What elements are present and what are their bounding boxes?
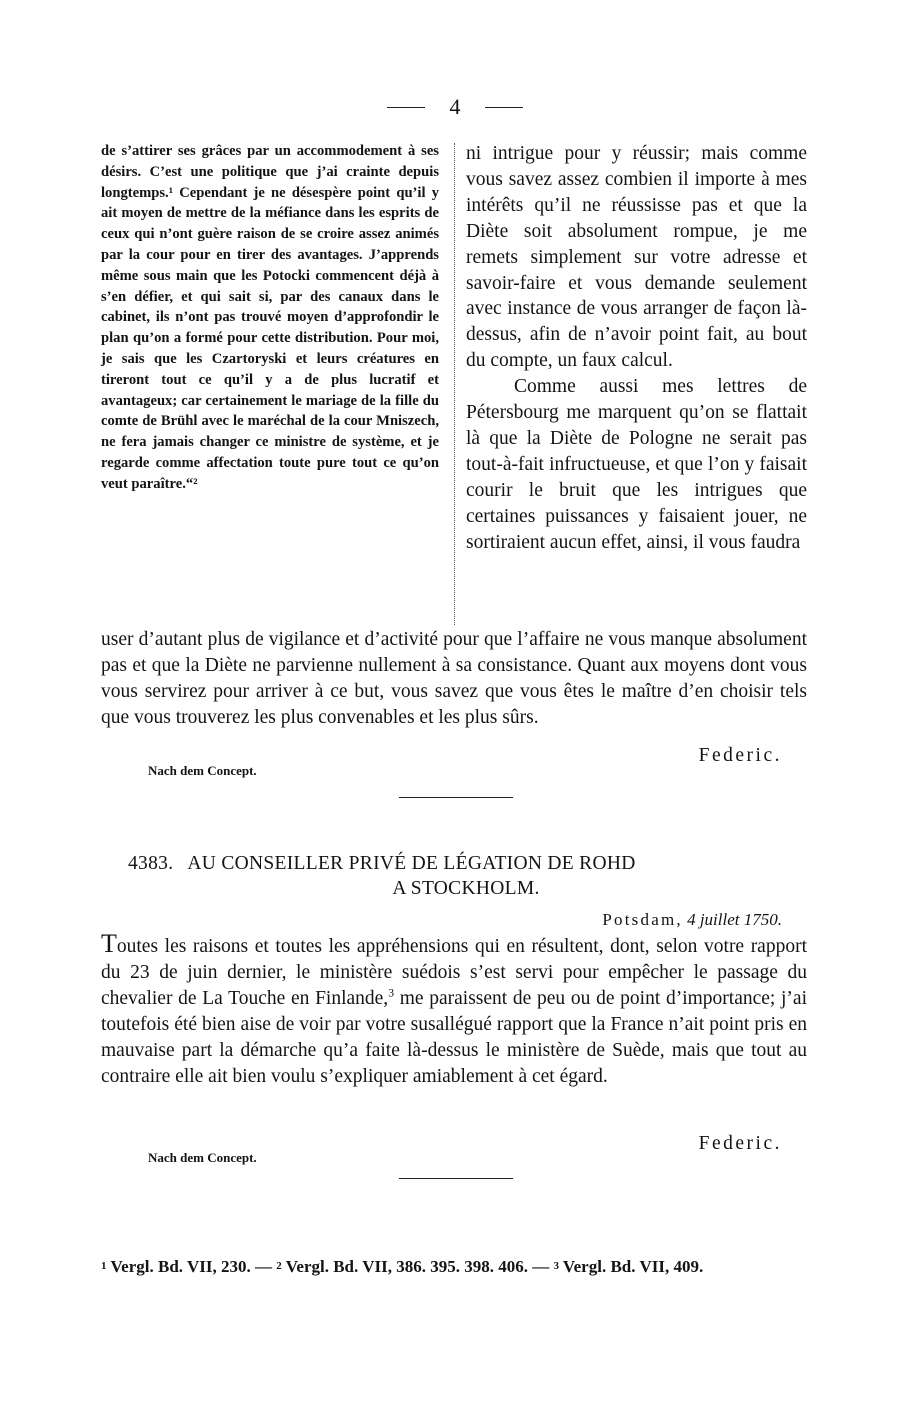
signature-1: Federic. xyxy=(698,745,782,766)
page-number-value: 4 xyxy=(449,94,461,119)
letter-continuation: user d’autant plus de vigilance et d’activité pour que l’affaire ne vous manque absolument pas et que la Diète ne parvienne nullement à sa consistance. Quant aux moyens dont vous vous servirez pour arriver à ce but, vous savez que vous êtes le maître d’en choisir tels que vous trouverez les plus convenables et les plus sûrs. xyxy=(101,629,807,728)
drop-cap: T xyxy=(101,929,117,958)
footnote-text-1: Vergl. Bd. VII, 230. — xyxy=(110,1257,272,1276)
footnotes xyxy=(101,1254,807,1279)
footnote-text-2: Vergl. Bd. VII, 386. 395. 398. 406. — xyxy=(285,1257,550,1276)
page-number xyxy=(387,94,523,120)
right-column-paragraph-2: Comme aussi mes lettres de Pétersbourg me marquent qu’on se flattait là que la Diète de Pologne ne serait pas tout-à-fait infructueuse, et que l’on y faisait courir le bruit que les intrigues que certaines puissances y faisaient jouer, ne sortiraient aucun effet, ainsi, il vous faudra xyxy=(466,376,807,553)
footnote-mark-1: 1 xyxy=(101,1260,107,1272)
footnote-ref-3: 3 xyxy=(388,986,395,1000)
dateline xyxy=(602,910,782,930)
dateline-place: Potsdam, xyxy=(602,910,683,929)
footnote-mark-2: 2 xyxy=(276,1260,282,1272)
letter-body-part-1: outes les raisons et toutes les appréhensions qui en résultent, dont, selon votre rapport du 23 de juin dernier, le ministère suédois s’est servi pour empêcher le passage du chevalier de La Touche en Finlande, xyxy=(101,936,807,1009)
left-column-text: de s’attirer ses grâces par un accommodement à ses désirs. C’est une politique que j’ai crainte depuis longtemps.¹ Cependant je ne désespère point qu’il y ait moyen de mettre de la méfiance dans les esprits de ceux qui n’ont guère raison de se croire assez animés par la cour pour en tirer des avantages. J’apprends même sous main que les Potocki commencent déjà à s’en défier, et qui sait si, par des canaux dans le cabinet, ils n’ont pas trouvé moyen d’approfondir le plan qu’on a formé pour cette distribution. Pour moi, je sais que les Czartoryski et leurs créatures en tireront tout ce qu’il y a de plus lucratif et avantageux; car certainement le mariage de la fille du comte de Brühl avec le maréchal de la cour Mniszech, ne fera jamais changer ce ministre de système, et je regarde comme affectation toute pure tout ce qu’on veut paraître.“² xyxy=(101,143,439,492)
page-number-left-dash xyxy=(387,107,425,108)
document-number: 4383. xyxy=(128,853,174,874)
right-column xyxy=(466,141,807,556)
left-column xyxy=(101,141,439,495)
heading-line-1 xyxy=(128,851,788,876)
letter-heading xyxy=(128,851,788,901)
source-note-2: Nach dem Concept. xyxy=(148,1150,257,1165)
footnote-mark-3: 3 xyxy=(553,1260,559,1272)
letter-body-part-2: me paraissent de peu ou de point d’importance; j’ai toutefois été bien aise de voir par votre susallégué rapport que la France n’ait point pris en mauvaise part la démarche qu’a faite là-dessus le ministère de Suède, mais que tout au contraire elle ait bien voulu s’expliquer amiablement à cet égard. xyxy=(101,987,808,1087)
page-number-right-dash xyxy=(485,107,523,108)
heading-line-2: A STOCKHOLM. xyxy=(392,878,540,899)
section-rule-1 xyxy=(399,797,513,798)
right-column-paragraph-1: ni intrigue pour y réussir; mais comme vous savez assez combien il importe à mes intérêts qu’il ne réussisse pas et que la Diète soit absolument rompue, je me remets simplement sur votre adresse et savoir-faire et vous demande seulement avec instance de vous arranger de façon là-dessus, afin de n’avoir point fait, au bout du compte, un faux calcul. xyxy=(466,143,807,372)
letter-body xyxy=(101,931,807,1089)
footnote-text-3: Vergl. Bd. VII, 409. xyxy=(562,1257,704,1276)
heading-recipient: AU CONSEILLER PRIVÉ DE LÉGATION DE ROHD xyxy=(187,853,636,874)
dateline-date: 4 juillet 1750. xyxy=(687,910,782,929)
section-rule-2 xyxy=(399,1178,513,1179)
column-divider xyxy=(454,143,455,625)
source-note-1: Nach dem Concept. xyxy=(148,763,257,778)
signature-2: Federic. xyxy=(698,1133,782,1154)
